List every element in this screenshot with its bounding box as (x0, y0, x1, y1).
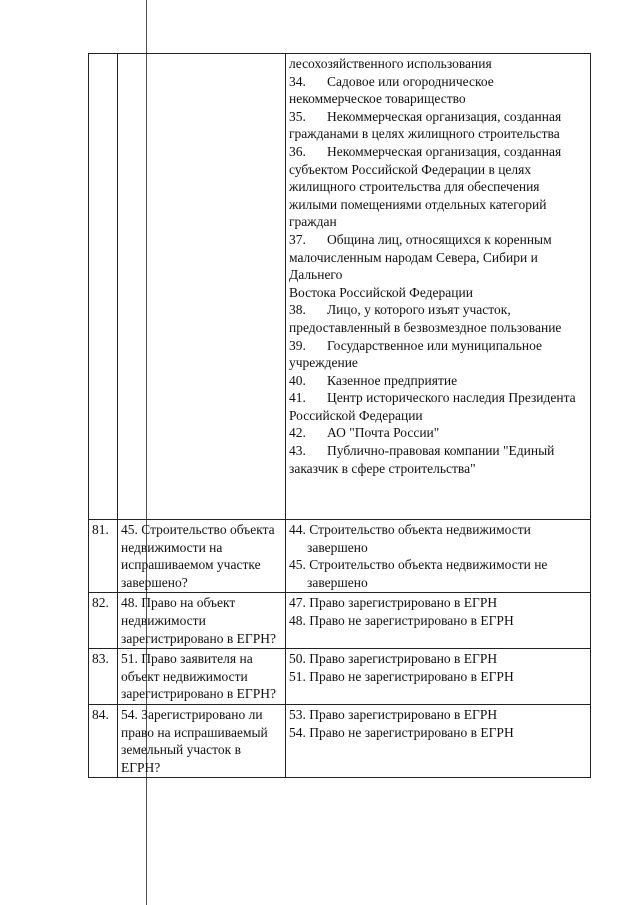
option-42: 42. АО "Почта России" (289, 425, 440, 441)
row-number-cell (89, 54, 118, 520)
option-37-cont: Востока Российской Федерации (289, 284, 473, 300)
question-cell (118, 704, 286, 777)
option-40: 40. Казенное предприятие (289, 372, 458, 388)
option-36: 36. Некоммерческая организация, созданная субъектом Российской Федерации в целях жилищного строительства для обеспечения жилыми помещениями отдельных категорий граждан (289, 143, 562, 230)
answer-option: 51. Право не зарегистрировано в ЕГРН (289, 668, 514, 684)
question-text: 54. Зарегистрировано ли право на испрашиваемый земельный участок в ЕГРН? (121, 706, 268, 775)
answer-options-cell (286, 520, 591, 593)
answer-option: 44. Строительство объекта недвижимости завершено (289, 522, 531, 555)
option-41: 41. Центр исторического наследия Президента (289, 390, 576, 406)
row-number-cell: 82. (89, 593, 118, 649)
option-38: 38. Лицо, у которого изъят участок, предоставленный в безвозмездное пользование (289, 302, 562, 335)
question-cell (118, 649, 286, 705)
option-39: 39. Государственное или муниципальное учреждение (289, 337, 543, 371)
row-number-cell: 84. (89, 704, 118, 777)
table-row-84 (89, 704, 591, 777)
answer-option: 48. Право не зарегистрировано в ЕГРН (289, 612, 514, 628)
option-35: 35. Некоммерческая организация, созданная гражданами в целях жилищного строительства (289, 108, 562, 142)
option-43: 43. Публично-правовая компании "Единый заказчик в сфере строительства" (289, 443, 555, 476)
question-text: 48. Право на объект недвижимости зарегистрировано в ЕГРН? (121, 595, 276, 646)
question-text: 45. Строительство объекта недвижимости на испрашиваемом участке завершено? (121, 522, 275, 590)
option-continued: лесохозяйственного использования (289, 56, 492, 71)
option-41-cont: Российской Федерации (289, 407, 423, 423)
answer-options-cell (286, 649, 591, 705)
table-row-continued (89, 54, 591, 520)
answer-options-cell (286, 593, 591, 649)
option-37: 37. Община лиц, относящихся к коренным малочисленным народам Севера, Сибири и Дальнего (289, 231, 552, 283)
answer-option: 53. Право зарегистрировано в ЕГРН (289, 706, 498, 722)
table-row-83 (89, 649, 591, 705)
answer-option: 47. Право зарегистрировано в ЕГРН (289, 595, 498, 611)
answer-option: 45. Строительство объекта недвижимости не завершено (289, 557, 548, 590)
question-cell (118, 593, 286, 649)
answer-options-cell (286, 54, 591, 520)
row-number-cell: 81. (89, 520, 118, 593)
answer-options-cell (286, 704, 591, 777)
question-text: 51. Право заявителя на объект недвижимости зарегистрировано в ЕГРН? (121, 651, 276, 702)
table-row-82 (89, 593, 591, 649)
table-row-81 (89, 520, 591, 593)
question-cell (118, 520, 286, 593)
answer-option: 50. Право зарегистрировано в ЕГРН (289, 651, 498, 667)
option-34: 34. Садовое или огородническое некоммерческое товарищество (289, 73, 494, 107)
question-cell (118, 54, 286, 520)
answer-option: 54. Право не зарегистрировано в ЕГРН (289, 724, 514, 740)
questionnaire-table (88, 53, 591, 778)
row-number-cell: 83. (89, 649, 118, 705)
